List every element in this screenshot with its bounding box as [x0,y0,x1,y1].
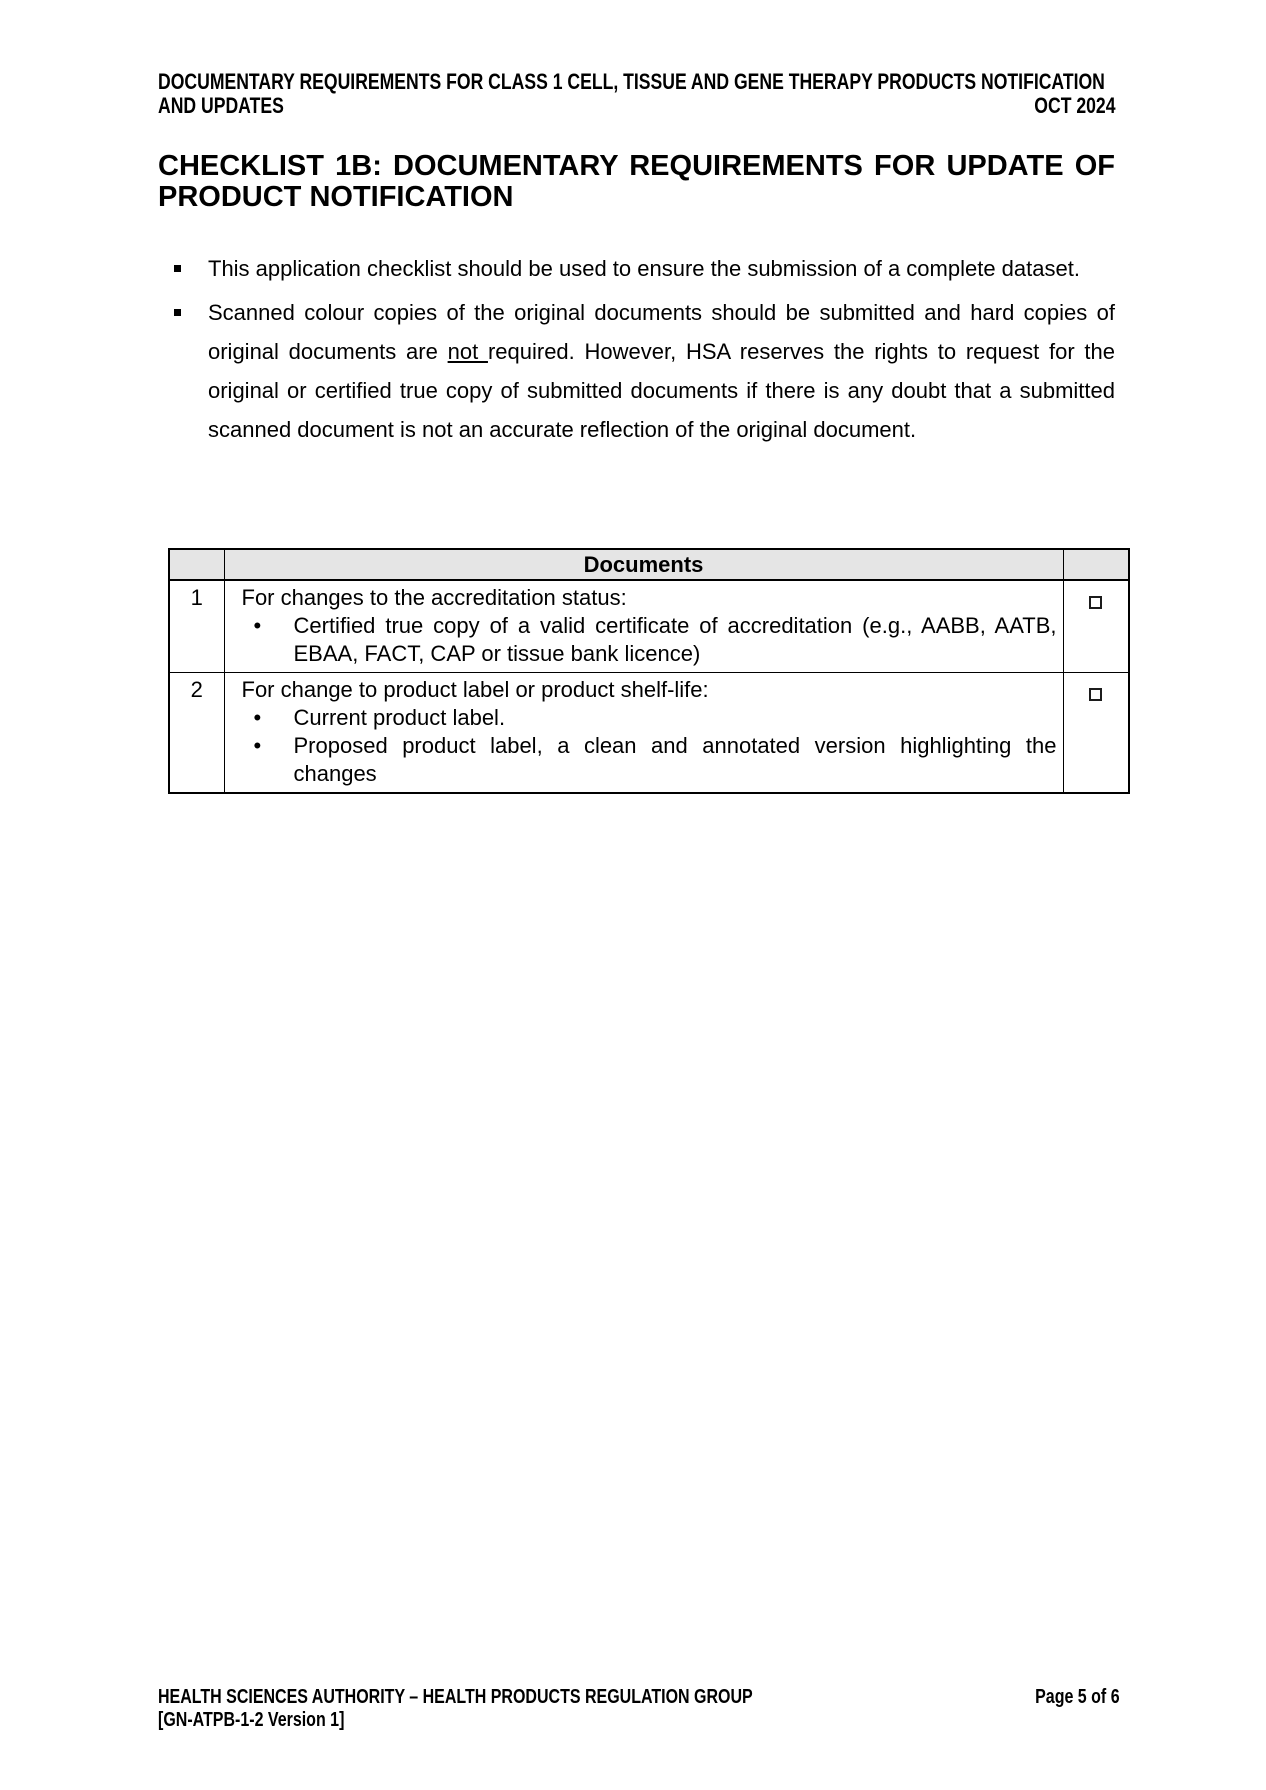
footer-doc-ref: [GN-ATPB-1-2 Version 1] [158,1709,345,1731]
row-2-doc-item-2: • Proposed product label, a clean and annotated version highlighting the changes [294,732,1057,788]
page-title [158,151,1115,213]
checklist-table [168,548,1130,794]
row-2-doc-item-1: • Current product label. [294,704,1057,732]
row-1-heading: For changes to the accreditation status: [241,585,627,610]
row-2-checkbox-cell [1063,673,1129,794]
intro-bullet-2-pre: Scanned colour copies of the original documents should be submitted and hard copies of original documents are [208,300,1115,364]
page-header-line1 [158,70,1115,94]
footer-org: HEALTH SCIENCES AUTHORITY – HEALTH PRODUCTS REGULATION GROUP [158,1686,753,1708]
table-row-1 [169,580,1129,673]
page-header [158,70,1115,118]
intro-bullet-list [158,249,1115,454]
row-2-doc-list [242,704,1057,788]
checkbox-row-2[interactable] [1089,688,1102,701]
footer-line1 [158,1686,1120,1709]
row-2-heading: For change to product label or product shelf-life: [241,677,709,702]
table-header-checkbox-col [1063,549,1129,580]
footer-page-number: Page 5 of 6 [1035,1686,1120,1708]
table-header-documents: Documents [224,549,1063,580]
row-1-number: 1 [169,580,224,673]
page-header-title-line1: DOCUMENTARY REQUIREMENTS FOR CLASS 1 CELL, TISSUE AND GENE THERAPY PRODUCTS NOTIFICATION [158,69,1105,94]
row-1-documents-cell [224,580,1063,673]
page-header-line2 [158,94,1115,118]
row-2-documents-cell [224,673,1063,794]
row-1-checkbox-cell [1063,580,1129,673]
page-title-line2: PRODUCT NOTIFICATION [158,181,514,213]
page-header-date: OCT 2024 [1033,93,1115,118]
intro-bullet-2-underlined: not [447,339,488,364]
row-1-doc-item-1: • Certified true copy of a valid certificate of accreditation (e.g., AABB, AATB, EBAA, FACT, CAP or tissue bank licence) [294,612,1057,668]
table-row-2 [169,673,1129,794]
footer-line2 [158,1709,1120,1732]
intro-bullet-2 [158,293,1115,449]
page-footer [158,1686,1120,1732]
intro-bullet-1-text: This application checklist should be used to ensure the submission of a complete dataset. [208,256,1080,281]
intro-bullet-1 [158,249,1115,288]
row-1-doc-list [242,612,1057,668]
page-title-line1: CHECKLIST 1B: DOCUMENTARY REQUIREMENTS FOR UPDATE OF [158,150,1115,182]
intro-bullet-2-post: required. However, HSA reserves the rights to request for the original or certified true copy of submitted documents if there is any doubt that a submitted scanned document is not an accurate reflection of the original document. [208,339,1115,442]
row-2-number: 2 [169,673,224,794]
checkbox-row-1[interactable] [1089,596,1102,609]
table-header-number-col [169,549,224,580]
table-header-row [169,549,1129,580]
page-header-title-line2: AND UPDATES [158,93,284,118]
